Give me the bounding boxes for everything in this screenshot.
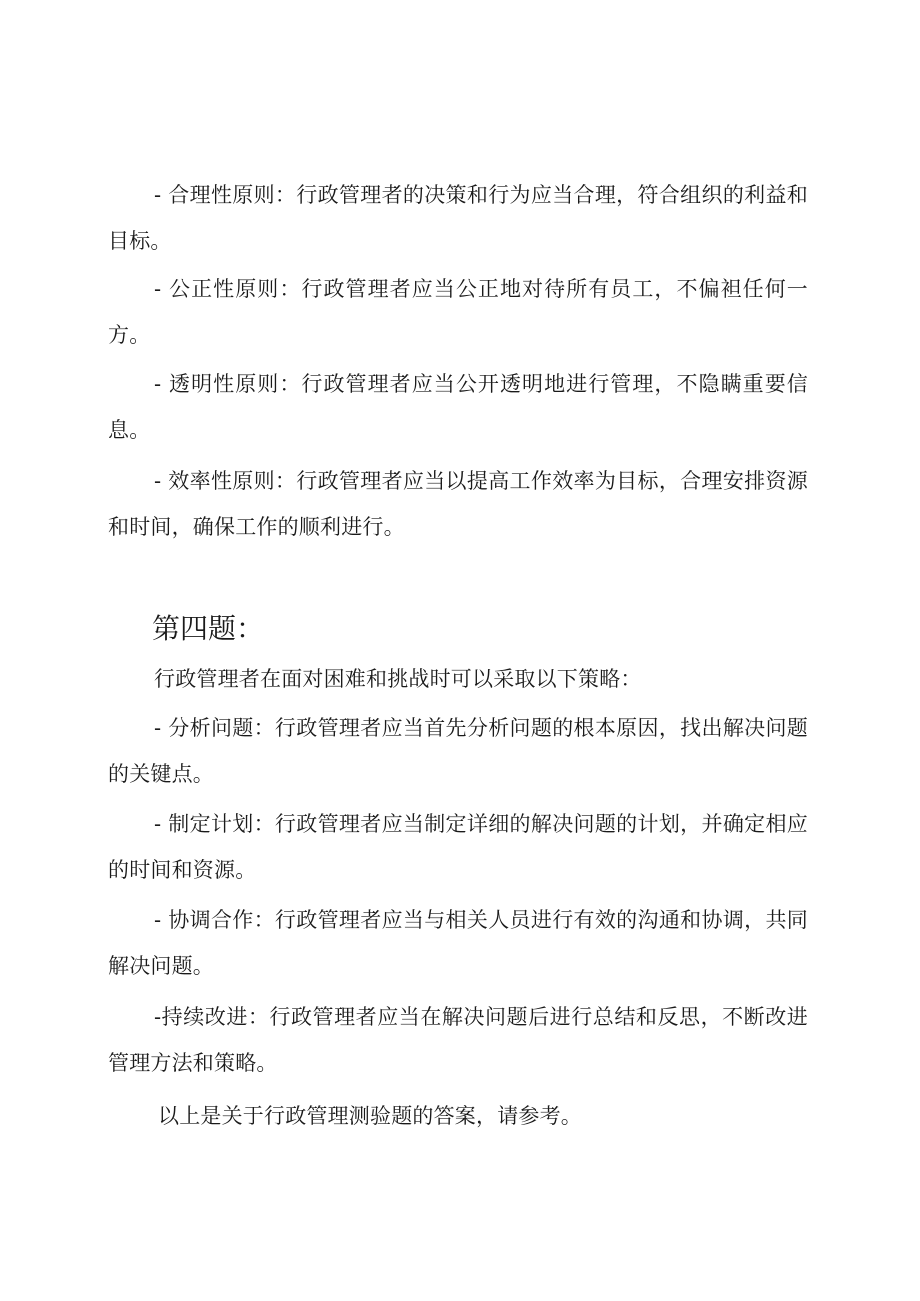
principle-fairness: - 公正性原则：行政管理者应当公正地对待所有员工，不偏袒任何一方。	[108, 277, 808, 347]
strategy-analyze: - 分析问题：行政管理者应当首先分析问题的根本原因，找出解决问题的关键点。	[108, 716, 808, 786]
principle-transparency: - 透明性原则：行政管理者应当公开透明地进行管理，不隐瞒重要信息。	[108, 372, 808, 442]
closing-note: 以上是关于行政管理测验题的答案，请参考。	[158, 1104, 582, 1128]
section-four-intro: 行政管理者在面对困难和挑战时可以采取以下策略：	[154, 667, 642, 691]
section-four-heading: 第四题：	[152, 613, 265, 644]
strategy-plan: - 制定计划：行政管理者应当制定详细的解决问题的计划，并确定相应的时间和资源。	[108, 812, 808, 882]
principle-rationality: - 合理性原则：行政管理者的决策和行为应当合理，符合组织的利益和目标。	[108, 183, 808, 253]
principle-efficiency: - 效率性原则：行政管理者应当以提高工作效率为目标，合理安排资源和时间，确保工作的顺利进行。	[108, 469, 808, 539]
strategy-coordinate: - 协调合作：行政管理者应当与相关人员进行有效的沟通和协调，共同解决问题。	[108, 908, 808, 978]
strategy-improve: -持续改进：行政管理者应当在解决问题后进行总结和反思，不断改进管理方法和策略。	[108, 1005, 808, 1075]
